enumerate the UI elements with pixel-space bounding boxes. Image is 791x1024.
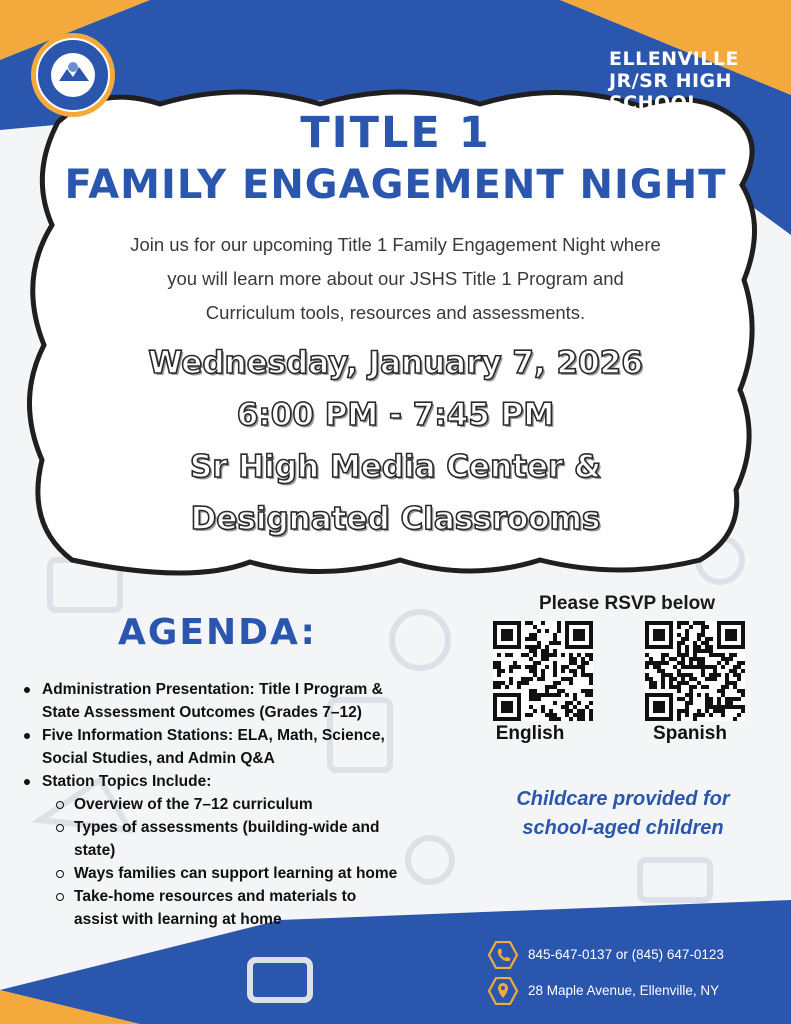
agenda-subitem-line: Take-home resources and materials to: [74, 888, 357, 905]
childcare-note: [478, 785, 768, 843]
district-seal: [31, 33, 115, 117]
agenda-subitem-line: assist with learning at home: [74, 911, 282, 928]
intro-paragraph: [60, 228, 731, 330]
agenda-subitem-line: Ways families can support learning at home: [74, 865, 398, 882]
bullet-icon: [24, 779, 30, 785]
childcare-line: Childcare provided for: [516, 788, 730, 810]
agenda-heading: AGENDA:: [118, 612, 317, 653]
rsvp-heading: Please RSVP below: [538, 593, 715, 614]
phone-icon: [488, 941, 518, 969]
agenda-list: [24, 678, 484, 931]
qr-code-english: [493, 621, 593, 721]
bullet-icon: [24, 733, 30, 739]
qr-code-spanish: [645, 621, 745, 721]
event-location-line1: Sr High Media Center &: [189, 449, 602, 485]
agenda-item: [24, 678, 484, 724]
qr-label-spanish: Spanish: [653, 723, 727, 744]
agenda-item-line: Administration Presentation: Title I Program &: [42, 681, 383, 698]
childcare-line: school-aged children: [522, 817, 724, 839]
school-name-line: SCHOOL: [609, 92, 700, 114]
contact-phone: [488, 941, 778, 969]
agenda-item: [24, 770, 484, 793]
intro-line: Join us for our upcoming Title 1 Family Engagement Night where: [130, 234, 661, 255]
agenda-item: [24, 724, 484, 770]
hollow-bullet-icon: [56, 893, 64, 901]
event-time: 6:00 PM - 7:45 PM: [236, 397, 555, 433]
hollow-bullet-icon: [56, 824, 64, 832]
agenda-item-line: Social Studies, and Admin Q&A: [42, 750, 275, 767]
agenda-item-line: State Assessment Outcomes (Grades 7–12): [42, 704, 362, 721]
school-name: [609, 48, 749, 114]
agenda-subitem: [24, 793, 484, 816]
agenda-subitem: [24, 885, 484, 931]
agenda-subitem-line: state): [74, 842, 116, 859]
school-name-line: ELLENVILLE: [609, 48, 740, 70]
hollow-bullet-icon: [56, 870, 64, 878]
agenda-subitem: [24, 816, 484, 862]
qr-label-english: English: [495, 723, 565, 744]
phone-text: 845-647-0137 or (845) 647-0123: [528, 947, 724, 962]
agenda-subitem: [24, 862, 484, 885]
school-name-line: JR/SR HIGH: [609, 70, 733, 92]
map-pin-icon: [488, 977, 518, 1005]
intro-line: you will learn more about our JSHS Title 1 Program and: [167, 268, 624, 289]
event-location-line2: Designated Classrooms: [190, 501, 601, 537]
page-title-line1: TITLE 1: [300, 108, 491, 158]
agenda-subitem-line: Overview of the 7–12 curriculum: [74, 796, 313, 813]
event-date: Wednesday, January 7, 2026: [148, 345, 643, 381]
agenda-item-line: Station Topics Include:: [42, 773, 212, 790]
address-text: 28 Maple Avenue, Ellenville, NY: [528, 983, 720, 998]
bullet-icon: [24, 687, 30, 693]
agenda-item-line: Five Information Stations: ELA, Math, Science,: [42, 727, 385, 744]
intro-line: Curriculum tools, resources and assessments.: [205, 302, 586, 323]
contact-address: [488, 977, 778, 1005]
page-title-line2: FAMILY ENGAGEMENT NIGHT: [64, 162, 727, 208]
agenda-subitem-line: Types of assessments (building-wide and: [74, 819, 380, 836]
hollow-bullet-icon: [56, 801, 64, 809]
